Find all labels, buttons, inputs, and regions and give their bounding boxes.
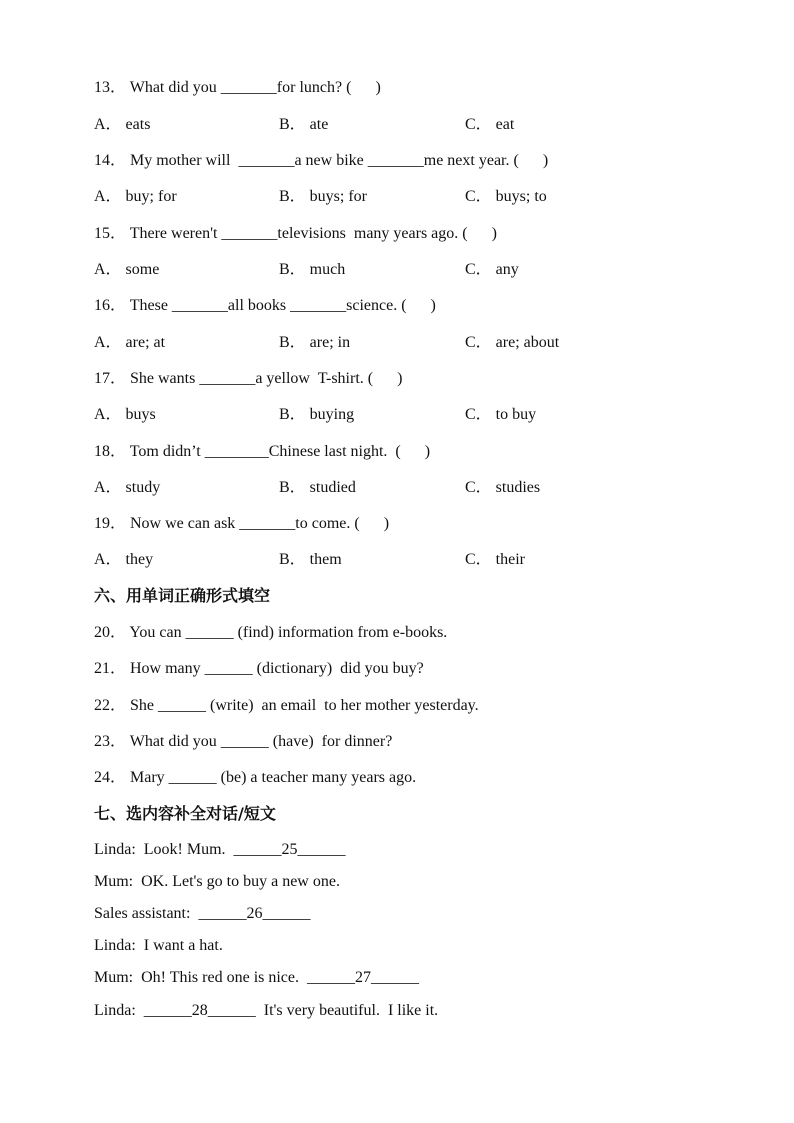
q16-option-a: A． are; at — [94, 334, 166, 351]
question-17: 17． She wants _______a yellow T-shirt. ( ) — [94, 370, 403, 387]
q15-option-b: B． much — [279, 261, 346, 278]
q16-option-c: C． are; about — [465, 334, 560, 351]
fill-item-24: 24． Mary ______ (be) a teacher many years ago. — [94, 769, 417, 786]
section-6-heading: 六、用单词正确形式填空 — [94, 586, 271, 605]
q13-option-a: A． eats — [94, 116, 151, 133]
fill-item-20: 20． You can ______ (find) information from e-books. — [94, 624, 448, 641]
q15-option-c: C． any — [465, 261, 519, 278]
q16-option-b: B． are; in — [279, 334, 351, 351]
question-16: 16． These _______all books _______science. ( ) — [94, 297, 436, 314]
fill-item-22: 22． She ______ (write) an email to her mother yesterday. — [94, 697, 479, 714]
q18-option-c: C． studies — [465, 479, 541, 496]
dialogue-line-2: Mum: OK. Let's go to buy a new one. — [94, 873, 340, 890]
q19-option-a: A． they — [94, 551, 154, 568]
question-15: 15． There weren't _______televisions many years ago. ( ) — [94, 225, 497, 242]
q13-option-b: B． ate — [279, 116, 329, 133]
fill-item-21: 21． How many ______ (dictionary) did you buy? — [94, 660, 424, 677]
dialogue-line-1: Linda: Look! Mum. ______25______ — [94, 841, 346, 858]
q14-option-b: B． buys; for — [279, 188, 368, 205]
q19-option-c: C． their — [465, 551, 525, 568]
dialogue-line-3: Sales assistant: ______26______ — [94, 905, 311, 922]
q15-option-a: A． some — [94, 261, 160, 278]
q14-option-c: C． buys; to — [465, 188, 547, 205]
question-19: 19． Now we can ask _______to come. ( ) — [94, 515, 390, 532]
q14-option-a: A． buy; for — [94, 188, 177, 205]
question-18: 18． Tom didn’t ________Chinese last night. ( ) — [94, 443, 431, 460]
q18-option-b: B． studied — [279, 479, 356, 496]
q18-option-a: A． study — [94, 479, 161, 496]
dialogue-line-5: Mum: Oh! This red one is nice. ______27______ — [94, 969, 420, 986]
q19-option-b: B． them — [279, 551, 342, 568]
dialogue-line-6: Linda: ______28______ It's very beautiful. I like it. — [94, 1002, 439, 1019]
q13-option-c: C． eat — [465, 116, 515, 133]
dialogue-line-4: Linda: I want a hat. — [94, 937, 223, 954]
question-14: 14． My mother will _______a new bike _______me next year. ( ) — [94, 152, 549, 169]
section-7-heading: 七、选内容补全对话/短文 — [94, 804, 276, 823]
fill-item-23: 23． What did you ______ (have) for dinner? — [94, 733, 393, 750]
q17-option-c: C． to buy — [465, 406, 537, 423]
question-13: 13． What did you _______for lunch? ( ) — [94, 79, 381, 96]
q17-option-a: A． buys — [94, 406, 156, 423]
q17-option-b: B． buying — [279, 406, 355, 423]
